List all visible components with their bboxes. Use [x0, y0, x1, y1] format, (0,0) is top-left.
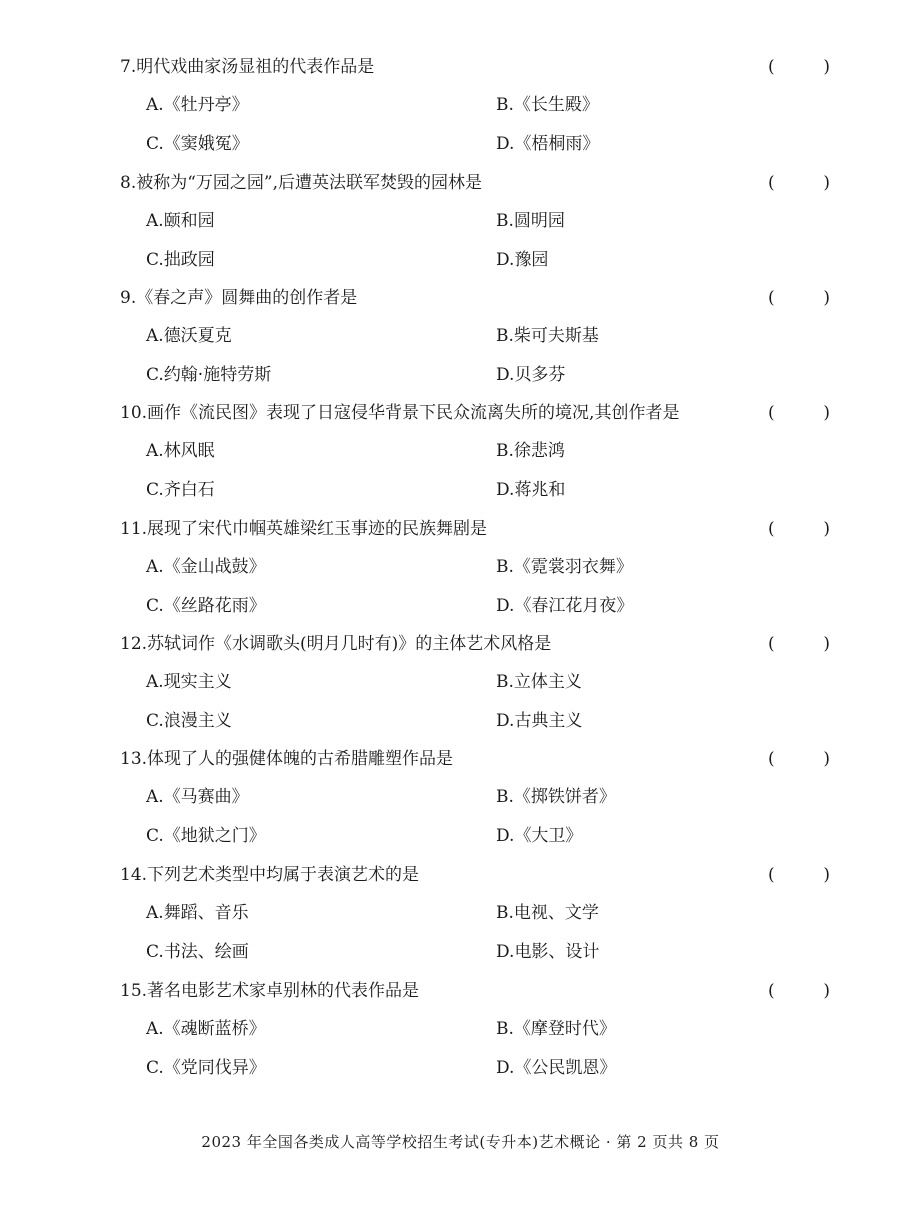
option-d — [496, 131, 599, 157]
option-letter: A. — [146, 1019, 164, 1039]
question-number: 8. — [120, 173, 137, 193]
option-text: 贝多芬 — [514, 365, 566, 385]
question-text: 《春之声》圆舞曲的创作者是 — [136, 288, 358, 308]
option-b — [496, 1016, 616, 1042]
option-b — [496, 323, 599, 349]
bracket-close: ) — [823, 981, 830, 1001]
option-d — [496, 247, 548, 273]
option-letter: B. — [496, 903, 514, 923]
option-text: 颐和园 — [163, 211, 215, 231]
option-c — [146, 939, 249, 965]
question-text: 下列艺术类型中均属于表演艺术的是 — [147, 865, 420, 885]
question-number: 12. — [120, 634, 148, 654]
option-letter: D. — [496, 1058, 515, 1078]
option-text: 《马赛曲》 — [163, 787, 249, 807]
option-letter: B. — [496, 211, 514, 231]
question-13 — [0, 746, 921, 862]
option-c — [146, 131, 249, 157]
option-text: 拙政园 — [163, 250, 215, 270]
option-letter: B. — [496, 672, 514, 692]
option-text: 《大卫》 — [514, 826, 583, 846]
option-d — [496, 593, 633, 619]
option-text: 《丝路花雨》 — [163, 596, 266, 616]
question-10 — [0, 400, 921, 516]
answer-bracket[interactable] — [768, 631, 830, 657]
bracket-close: ) — [823, 57, 830, 77]
question-11 — [0, 516, 921, 632]
question-text: 展现了宋代巾帼英雄梁红玉事迹的民族舞剧是 — [147, 519, 488, 539]
question-text: 被称为“万园之园”,后遭英法联军焚毁的园林是 — [136, 173, 483, 193]
question-8 — [0, 170, 921, 286]
option-letter: A. — [146, 903, 164, 923]
option-letter: C. — [146, 480, 164, 500]
option-letter: D. — [496, 711, 515, 731]
option-b — [496, 900, 599, 926]
option-letter: A. — [146, 211, 164, 231]
question-number: 13. — [120, 749, 148, 769]
bracket-close: ) — [823, 403, 830, 423]
option-b — [496, 438, 565, 464]
question-text: 画作《流民图》表现了日寇侵华背景下民众流离失所的境况,其创作者是 — [147, 403, 680, 423]
option-letter: D. — [496, 365, 515, 385]
option-a — [146, 208, 215, 234]
option-d — [496, 939, 599, 965]
option-text: 《魂断蓝桥》 — [163, 1019, 266, 1039]
question-stem — [120, 978, 840, 1004]
option-letter: C. — [146, 596, 164, 616]
option-text: 古典主义 — [514, 711, 583, 731]
bracket-open: ( — [768, 403, 775, 423]
question-stem — [120, 400, 840, 426]
question-number: 15. — [120, 981, 148, 1001]
answer-bracket[interactable] — [768, 54, 830, 80]
option-text: 徐悲鸿 — [513, 441, 565, 461]
question-stem — [120, 54, 840, 80]
question-number: 9. — [120, 288, 137, 308]
option-text: 《党同伐异》 — [163, 1058, 266, 1078]
option-letter: C. — [146, 1058, 164, 1078]
option-text: 《窦娥冤》 — [163, 134, 249, 154]
question-9 — [0, 285, 921, 401]
option-letter: D. — [496, 596, 515, 616]
option-text: 柴可夫斯基 — [513, 326, 599, 346]
question-text: 著名电影艺术家卓别林的代表作品是 — [147, 981, 420, 1001]
question-text: 苏轼词作《水调歌头(明月几时有)》的主体艺术风格是 — [147, 634, 552, 654]
option-text: 现实主义 — [163, 672, 232, 692]
option-c — [146, 247, 215, 273]
question-number: 11. — [120, 519, 148, 539]
bracket-open: ( — [768, 865, 775, 885]
answer-bracket[interactable] — [768, 285, 830, 311]
option-text: 舞蹈、音乐 — [163, 903, 249, 923]
question-12 — [0, 631, 921, 747]
option-text: 豫园 — [514, 250, 549, 270]
footer-total-pages: 共 8 页 — [667, 1133, 720, 1151]
question-stem — [120, 285, 840, 311]
option-letter: D. — [496, 134, 515, 154]
option-a — [146, 323, 232, 349]
option-b — [496, 784, 616, 810]
option-text: 蒋兆和 — [514, 480, 566, 500]
option-b — [496, 669, 582, 695]
option-text: 齐白石 — [163, 480, 215, 500]
answer-bracket[interactable] — [768, 400, 830, 426]
option-letter: C. — [146, 134, 164, 154]
option-letter: C. — [146, 826, 164, 846]
bracket-close: ) — [823, 634, 830, 654]
option-letter: D. — [496, 942, 515, 962]
option-text: 立体主义 — [513, 672, 582, 692]
option-c — [146, 593, 266, 619]
option-a — [146, 1016, 266, 1042]
option-a — [146, 784, 249, 810]
bracket-open: ( — [768, 981, 775, 1001]
option-b — [496, 554, 633, 580]
answer-bracket[interactable] — [768, 862, 830, 888]
option-d — [496, 362, 565, 388]
option-b — [496, 208, 565, 234]
question-stem — [120, 631, 840, 657]
option-text: 约翰·施特劳斯 — [163, 365, 272, 385]
option-letter: B. — [496, 95, 514, 115]
option-d — [496, 477, 565, 503]
option-text: 林风眠 — [163, 441, 215, 461]
option-text: 《地狱之门》 — [163, 826, 266, 846]
option-c — [146, 1055, 266, 1081]
bracket-open: ( — [768, 57, 775, 77]
option-letter: C. — [146, 711, 164, 731]
bracket-open: ( — [768, 519, 775, 539]
option-d — [496, 1055, 616, 1081]
question-14 — [0, 862, 921, 978]
bracket-close: ) — [823, 865, 830, 885]
option-letter: A. — [146, 557, 164, 577]
option-text: 《霓裳羽衣舞》 — [513, 557, 633, 577]
question-stem — [120, 170, 840, 196]
option-d — [496, 823, 582, 849]
option-letter: C. — [146, 942, 164, 962]
option-d — [496, 708, 582, 734]
option-letter: B. — [496, 557, 514, 577]
option-a — [146, 900, 249, 926]
option-a — [146, 92, 249, 118]
option-text: 《金山战鼓》 — [163, 557, 266, 577]
option-letter: C. — [146, 250, 164, 270]
option-letter: B. — [496, 787, 514, 807]
option-text: 《春江花月夜》 — [514, 596, 634, 616]
option-a — [146, 438, 215, 464]
option-a — [146, 554, 266, 580]
option-text: 《长生殿》 — [513, 95, 599, 115]
answer-bracket[interactable] — [768, 170, 830, 196]
option-c — [146, 477, 215, 503]
page-footer — [0, 1130, 921, 1154]
bracket-close: ) — [823, 519, 830, 539]
question-text: 明代戏曲家汤显祖的代表作品是 — [136, 57, 375, 77]
option-text: 《掷铁饼者》 — [513, 787, 616, 807]
question-number: 7. — [120, 57, 137, 77]
option-letter: D. — [496, 826, 515, 846]
option-text: 《摩登时代》 — [513, 1019, 616, 1039]
option-b — [496, 92, 599, 118]
question-number: 14. — [120, 865, 148, 885]
option-letter: B. — [496, 441, 514, 461]
option-text: 电视、文学 — [513, 903, 599, 923]
bracket-open: ( — [768, 288, 775, 308]
question-stem — [120, 746, 840, 772]
bracket-close: ) — [823, 288, 830, 308]
question-stem — [120, 516, 840, 542]
option-text: 《梧桐雨》 — [514, 134, 600, 154]
option-letter: D. — [496, 480, 515, 500]
option-letter: D. — [496, 250, 515, 270]
footer-exam-title: 2023 年全国各类成人高等学校招生考试(专升本)艺术概论 · 第 2 页 — [201, 1133, 668, 1151]
option-letter: A. — [146, 441, 164, 461]
question-15 — [0, 978, 921, 1094]
bracket-close: ) — [823, 749, 830, 769]
answer-bracket[interactable] — [768, 516, 830, 542]
option-text: 书法、绘画 — [163, 942, 249, 962]
option-text: 圆明园 — [513, 211, 565, 231]
question-number: 10. — [120, 403, 148, 423]
option-letter: A. — [146, 672, 164, 692]
option-text: 《公民凯恩》 — [514, 1058, 617, 1078]
option-letter: B. — [496, 1019, 514, 1039]
option-text: 德沃夏克 — [163, 326, 232, 346]
option-a — [146, 669, 232, 695]
option-letter: A. — [146, 95, 164, 115]
question-stem — [120, 862, 840, 888]
option-letter: B. — [496, 326, 514, 346]
option-text: 电影、设计 — [514, 942, 600, 962]
question-text: 体现了人的强健体魄的古希腊雕塑作品是 — [147, 749, 454, 769]
answer-bracket[interactable] — [768, 746, 830, 772]
option-letter: A. — [146, 787, 164, 807]
option-c — [146, 362, 271, 388]
option-text: 浪漫主义 — [163, 711, 232, 731]
option-text: 《牡丹亭》 — [163, 95, 249, 115]
question-7 — [0, 54, 921, 170]
bracket-open: ( — [768, 634, 775, 654]
bracket-open: ( — [768, 173, 775, 193]
option-letter: C. — [146, 365, 164, 385]
bracket-close: ) — [823, 173, 830, 193]
option-c — [146, 708, 232, 734]
bracket-open: ( — [768, 749, 775, 769]
option-c — [146, 823, 266, 849]
answer-bracket[interactable] — [768, 978, 830, 1004]
option-letter: A. — [146, 326, 164, 346]
